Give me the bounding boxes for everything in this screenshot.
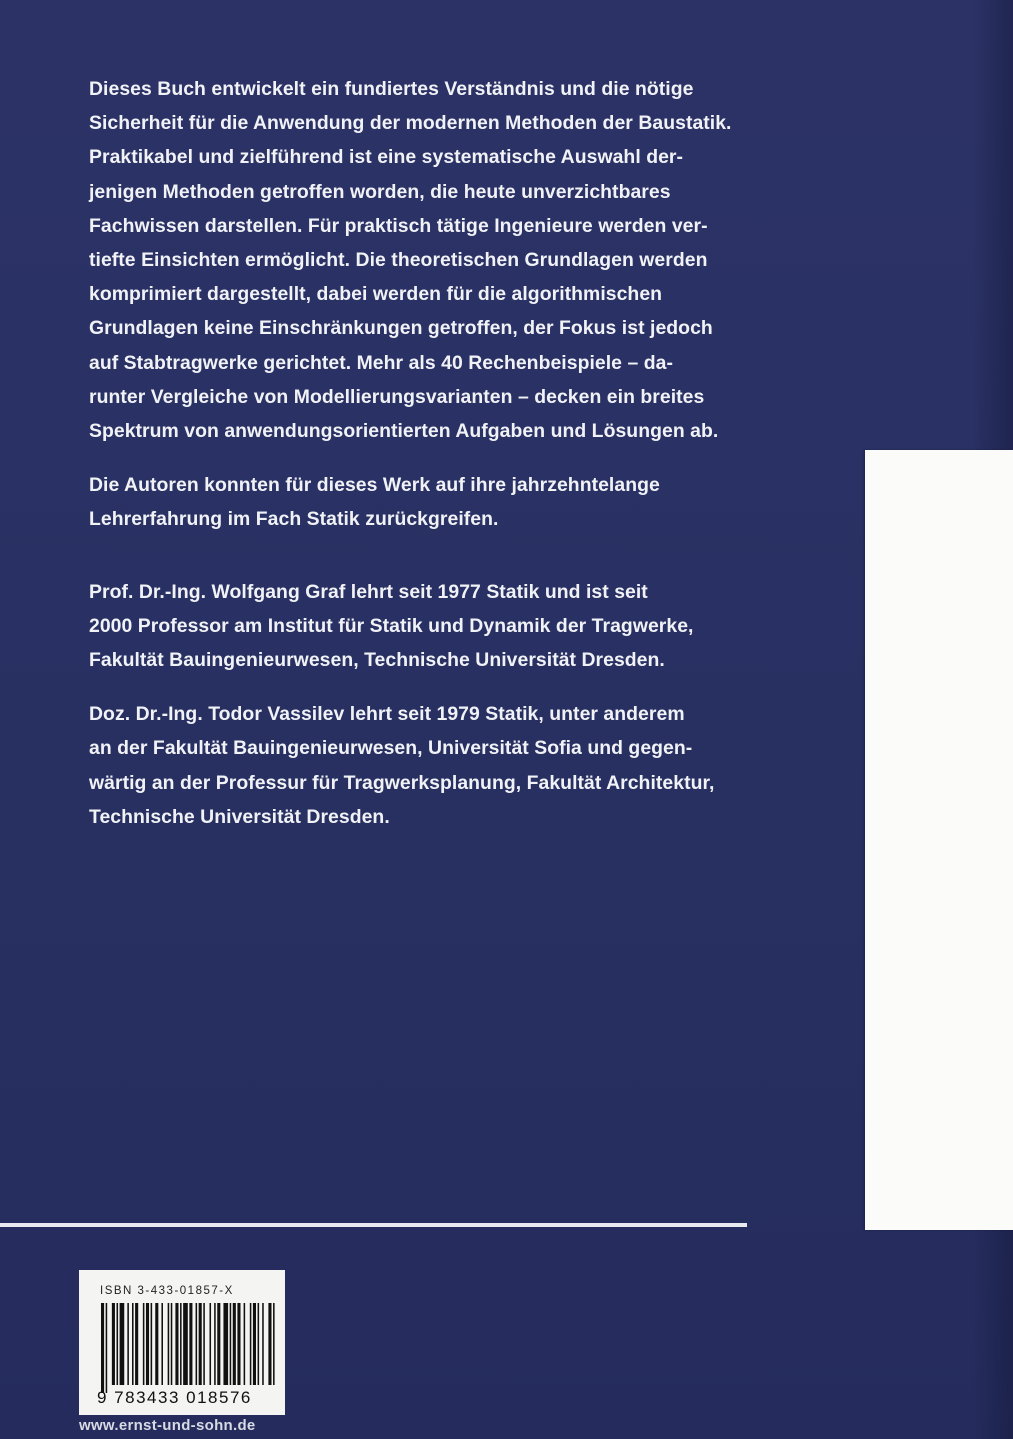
text-line: auf Stabtragwerke gerichtet. Mehr als 40 Rechenbeispiele – da- — [89, 351, 673, 374]
text-line: komprimiert dargestellt, dabei werden für die algorithmischen — [89, 283, 663, 306]
isbn-number: ISBN 3-433-01857-X — [100, 1285, 234, 1297]
text-line: Fakultät Bauingenieurwesen, Technische Universität Dresden. — [89, 649, 665, 672]
text-line: Prof. Dr.-Ing. Wolfgang Graf lehrt seit 1977 Statik und ist seit — [89, 580, 648, 603]
text-line: Sicherheit für die Anwendung der modernen Methoden der Baustatik. — [89, 112, 732, 135]
author-vassilev-bio — [89, 697, 754, 834]
experience-paragraph — [89, 468, 754, 536]
barcode-icon — [97, 1303, 279, 1393]
text-line: wärtig an der Professur für Tragwerksplanung, Fakultät Architektur, — [89, 771, 715, 794]
horizontal-divider — [0, 1223, 747, 1227]
ean-digits: 9 783433 018576 — [97, 1388, 252, 1407]
text-line: jenigen Methoden getroffen worden, die heute unverzichtbares — [89, 180, 671, 203]
text-line: Dieses Buch entwickelt ein fundiertes Verständnis und die nötige — [89, 78, 694, 100]
text-line: Praktikabel und zielführend ist eine systematische Auswahl der- — [89, 146, 684, 169]
back-cover-text — [89, 72, 754, 834]
description-paragraph — [89, 72, 754, 448]
text-line: Lehrerfahrung im Fach Statik zurückgreifen. — [89, 508, 499, 531]
isbn-barcode-label — [79, 1270, 285, 1415]
text-line: runter Vergleiche von Modellierungsvarianten – decken ein breites — [89, 385, 705, 408]
text-line: 2000 Professor am Institut für Statik und Dynamik der Tragwerke, — [89, 614, 694, 637]
white-side-panel — [865, 450, 1013, 1230]
text-line: an der Fakultät Bauingenieurwesen, Universität Sofia und gegen- — [89, 737, 693, 760]
text-line: Technische Universität Dresden. — [89, 805, 390, 828]
text-line: Doz. Dr.-Ing. Todor Vassilev lehrt seit 1979 Statik, unter anderem — [89, 703, 685, 726]
text-line: Fachwissen darstellen. Für praktisch tätige Ingenieure werden ver- — [89, 214, 708, 237]
text-line: Grundlagen keine Einschränkungen getroffen, der Fokus ist jedoch — [89, 317, 713, 340]
text-line: Spektrum von anwendungsorientierten Aufgaben und Lösungen ab. — [89, 420, 719, 443]
author-graf-bio — [89, 575, 754, 678]
text-line: Die Autoren konnten für dieses Werk auf ihre jahrzehntelange — [89, 474, 660, 497]
publisher-website: www.ernst-und-sohn.de — [79, 1417, 256, 1434]
text-line: tiefte Einsichten ermöglicht. Die theoretischen Grundlagen werden — [89, 249, 708, 272]
